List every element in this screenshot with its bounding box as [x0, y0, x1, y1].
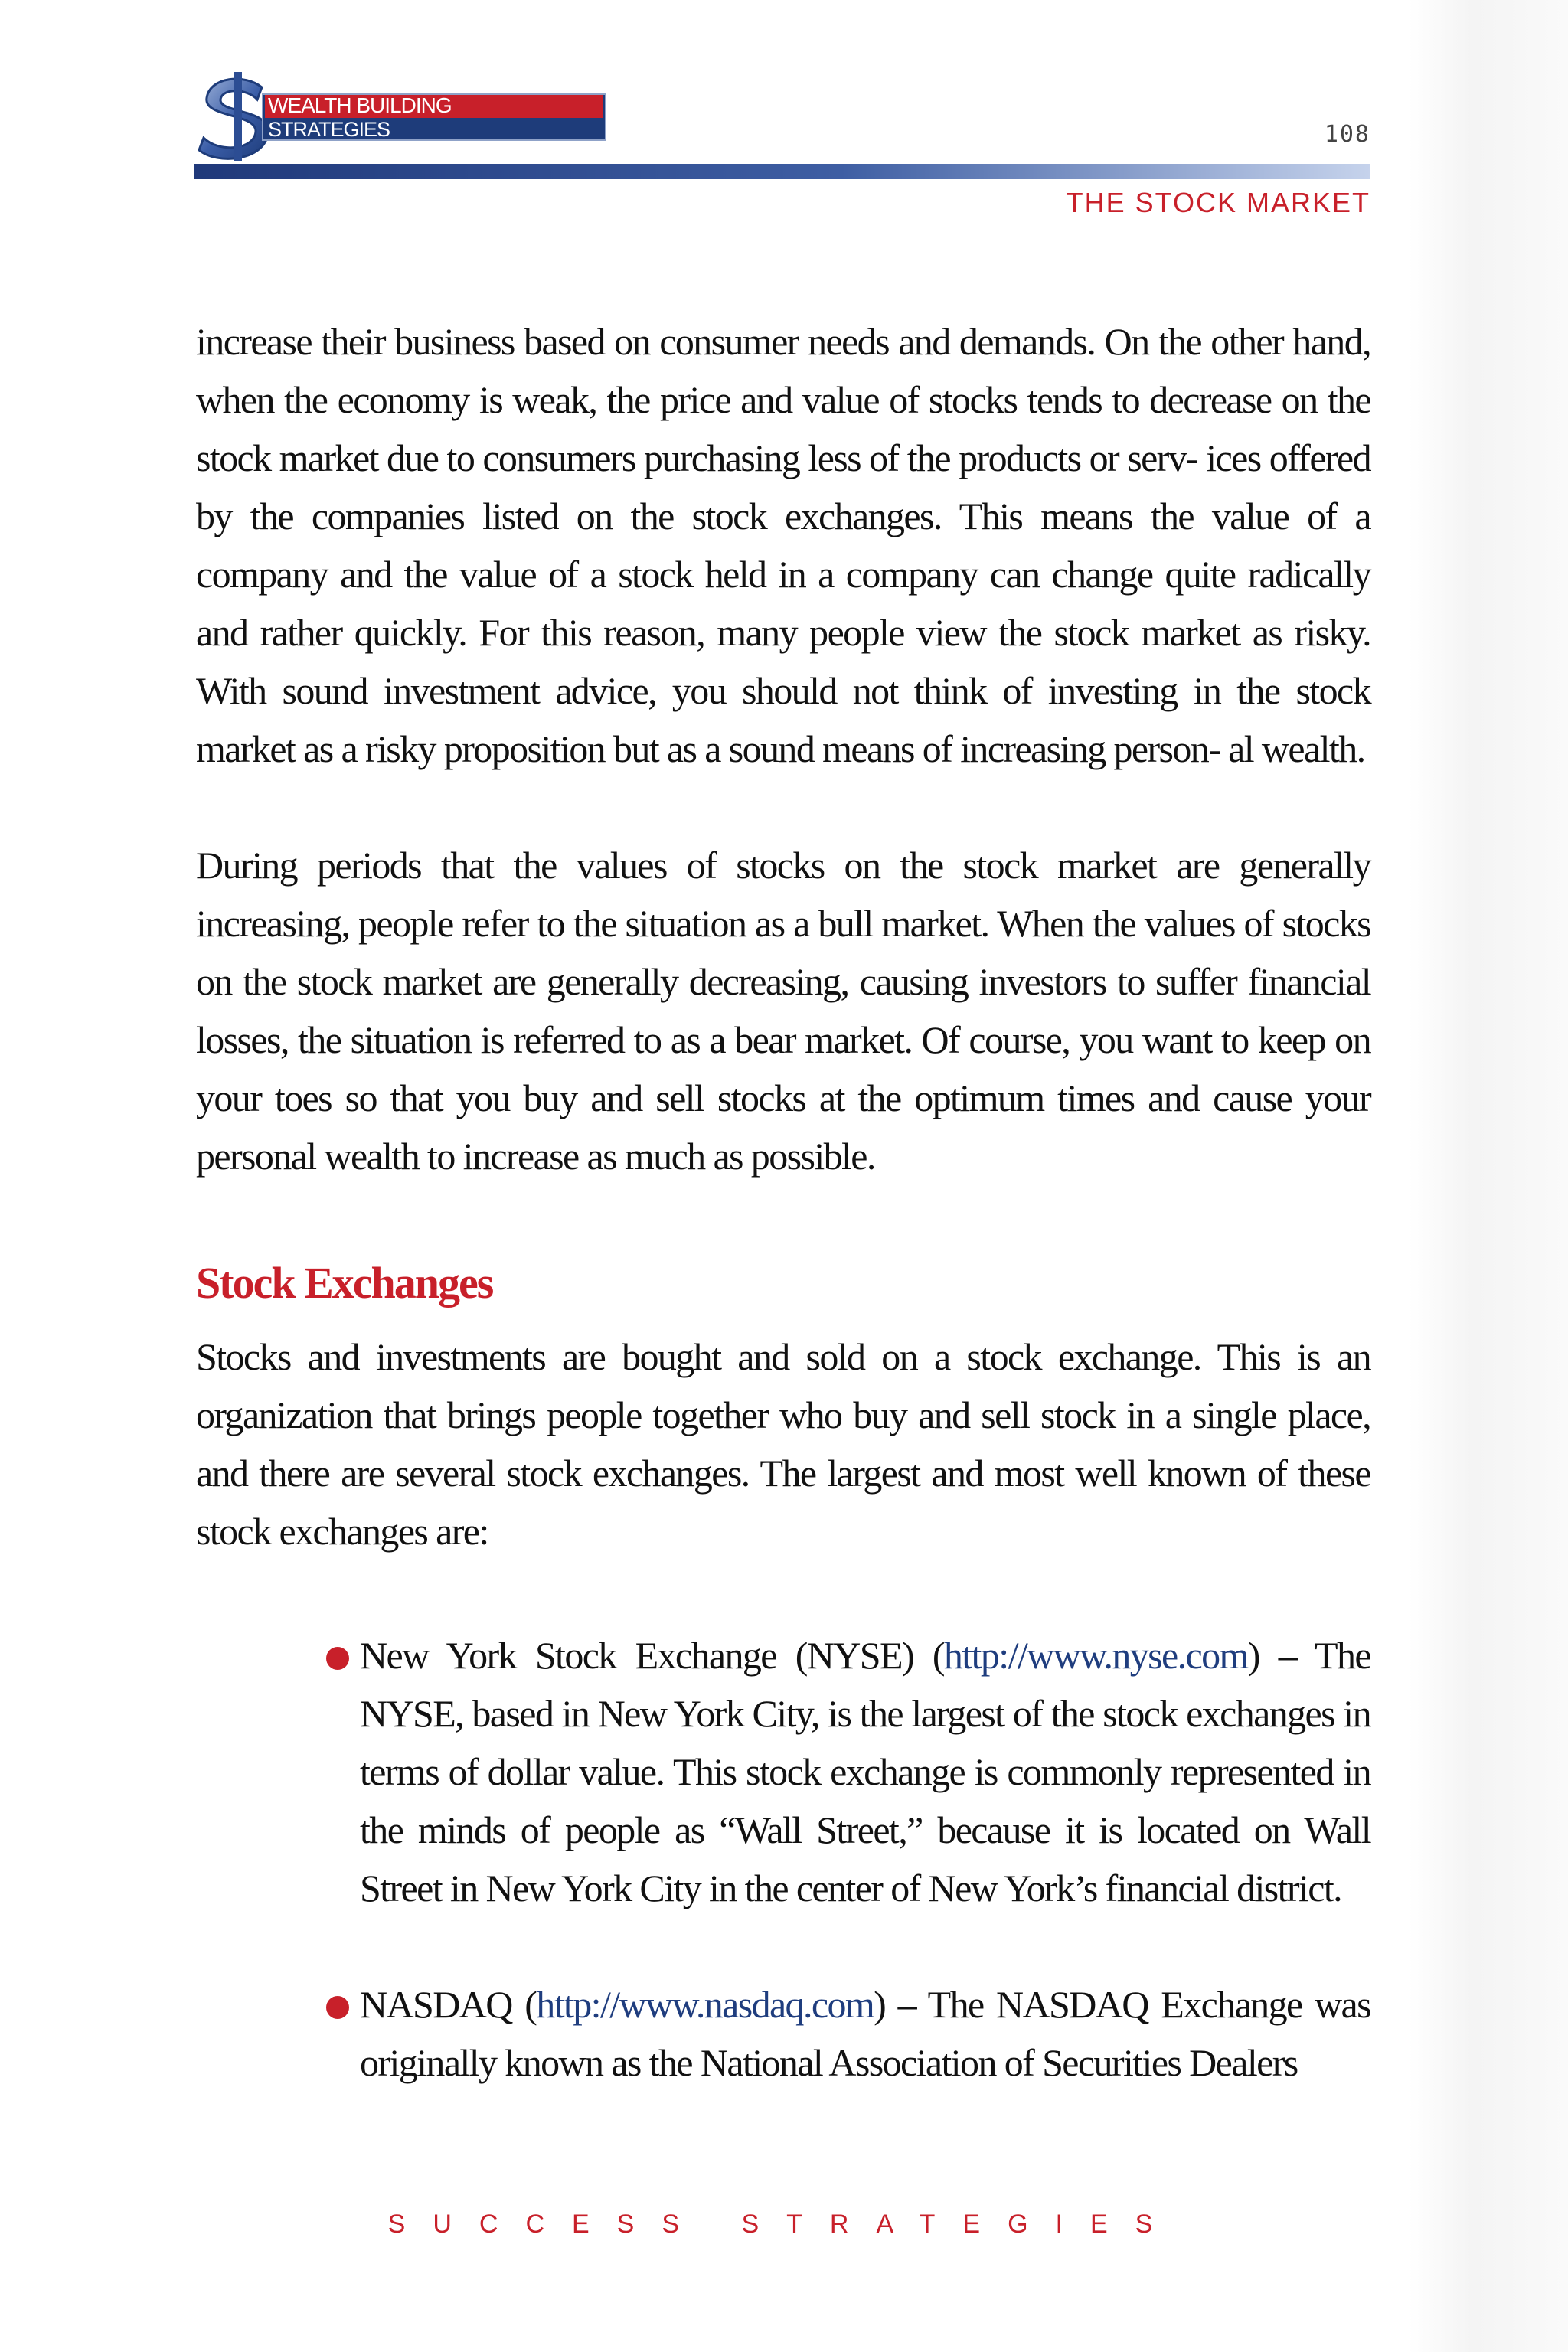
list-item-text: ) – The NASDAQ Exchange was originally known as the National Association of Securities Dealers	[360, 1983, 1371, 2084]
nyse-link[interactable]: http://www.nyse.com	[943, 1634, 1248, 1677]
paragraph-economy: increase their business based on consumer needs and demands. On the other hand, when the economy is weak, the price and value of stocks tends to decrease on the stock market due to consumers purchasing less of the products or serv- ices offered by the companies listed on the stock exchanges. This means the value of a company and the value of a stock held in a company can change quite radically and rather quickly. For this reason, many people view the stock market as risky. With sound investment advice, you should not think of investing in the stock market as a risky proposition but as a sound means of increasing person- al wealth.	[196, 320, 1370, 770]
list-item	[360, 1626, 1370, 1917]
logo-text-line2: STRATEGIES	[268, 118, 390, 141]
list-item-text: ) – The NYSE, based in New York City, is the largest of the stock exchanges in terms of dollar value. This stock exchange is commonly represented in the minds of people as “Wall Street,” because it is located on Wall Street in New York City in the center of New York’s financial district.	[360, 1634, 1370, 1909]
wealth-building-logo	[191, 70, 452, 170]
nasdaq-link[interactable]: http://www.nasdaq.com	[536, 1983, 874, 2026]
exchange-list	[196, 1626, 1370, 2092]
list-item-text: New York Stock Exchange (NYSE) (	[360, 1634, 944, 1677]
footer-title: SUCCESS STRATEGIES	[387, 2210, 1181, 2239]
section-heading: Stock Exchanges	[196, 1258, 493, 1308]
section-title: THE STOCK MARKET	[1066, 187, 1370, 218]
paragraph-bull-bear: During periods that the values of stocks on the stock market are generally increasing, people refer to the situation as a bull market. When the values of stocks on the stock market are generally decreasing, causing investors to suffer financial losses, the situation is referred to as a bear market. Of course, you want to keep on your toes so that you buy and sell stocks at the optimum times and cause your personal wealth to increase as much as possible.	[196, 844, 1370, 1178]
header-rule	[194, 164, 1370, 179]
page-edge-shadow	[1409, 0, 1568, 2352]
list-item	[360, 1975, 1370, 2092]
paragraph-exchanges: Stocks and investments are bought and sold on a stock exchange. This is an organization that brings people together who buy and sell stock in a single place, and there are several stock exchanges. The largest and most well known of these stock exchanges are:	[196, 1335, 1370, 1553]
page-number: 108	[1324, 121, 1370, 148]
list-item-text: NASDAQ (	[360, 1983, 537, 2026]
bullet-dot-icon	[326, 1996, 349, 2019]
logo-text-line1: WEALTH BUILDING	[268, 93, 452, 117]
bullet-dot-icon	[326, 1647, 349, 1670]
main-content	[196, 312, 1370, 2092]
